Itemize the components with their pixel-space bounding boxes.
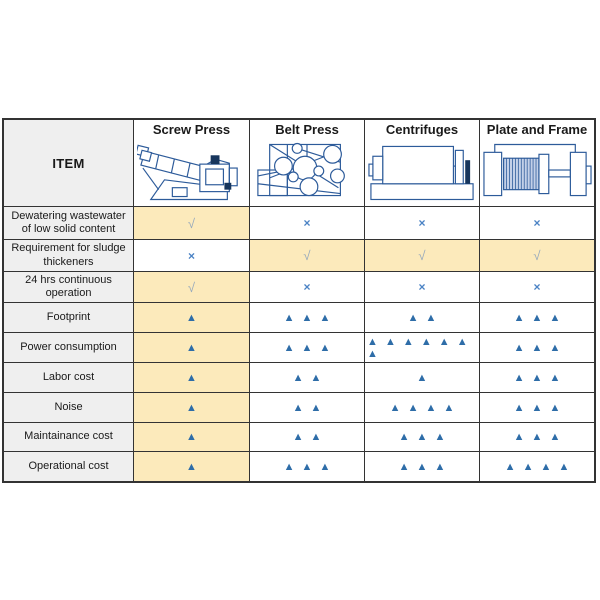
value-cell: ▲ ▲ ▲ [480, 363, 594, 393]
value-cell: ▲ ▲ [250, 393, 365, 423]
value-cell: ▲ ▲ ▲ ▲ [365, 393, 480, 423]
row-label: Labor cost [4, 363, 134, 393]
column-header-belt-press [250, 120, 365, 207]
screw-press-diagram [137, 138, 247, 204]
value-cell: × [134, 240, 250, 272]
row-label: Operational cost [4, 452, 134, 481]
value-cell: √ [134, 207, 250, 240]
row-label: Noise [4, 393, 134, 423]
value-cell: × [250, 272, 365, 303]
value-cell: ▲ [134, 333, 250, 363]
belt-press-diagram [252, 138, 362, 204]
value-cell: ▲ [134, 452, 250, 481]
value-cell: ▲ ▲ ▲ [480, 393, 594, 423]
value-cell: ▲ ▲ ▲ [250, 452, 365, 481]
row-label: Maintainance cost [4, 423, 134, 452]
column-header-plate-and-frame [480, 120, 594, 207]
value-cell: ▲ [134, 303, 250, 333]
column-header-screw-press [134, 120, 250, 207]
value-cell: √ [134, 272, 250, 303]
value-cell: ▲ [134, 423, 250, 452]
comparison-table [2, 118, 596, 483]
value-cell: × [250, 207, 365, 240]
column-header-centrifuges [365, 120, 480, 207]
value-cell: ▲ ▲ [365, 303, 480, 333]
value-cell: × [480, 207, 594, 240]
column-title: Plate and Frame [486, 122, 588, 137]
row-label: Dewatering wastewater of low solid content [4, 207, 134, 240]
value-cell: ▲ ▲ ▲ [480, 333, 594, 363]
item-header-cell: ITEM [4, 120, 134, 207]
row-label: Requirement for sludge thickeners [4, 240, 134, 272]
value-cell: ▲ ▲ ▲ [250, 333, 365, 363]
value-cell: ▲ ▲ [250, 363, 365, 393]
value-cell: √ [480, 240, 594, 272]
value-cell: ▲ ▲ ▲ ▲ [480, 452, 594, 481]
column-title: Screw Press [152, 122, 231, 137]
value-cell: ▲ ▲ [250, 423, 365, 452]
value-cell: √ [365, 240, 480, 272]
column-title: Centrifuges [385, 122, 459, 137]
row-label: Power consumption [4, 333, 134, 363]
column-title: Belt Press [275, 122, 339, 137]
value-cell: ▲ ▲ ▲ [480, 303, 594, 333]
value-cell: ▲ ▲ ▲ ▲ ▲ ▲ ▲ [365, 333, 480, 363]
value-cell: ▲ ▲ ▲ [250, 303, 365, 333]
value-cell: ▲ [365, 363, 480, 393]
row-label: Footprint [4, 303, 134, 333]
centrifuge-diagram [367, 138, 477, 204]
value-cell: ▲ ▲ ▲ [365, 452, 480, 481]
value-cell: ▲ [134, 363, 250, 393]
value-cell: ▲ ▲ ▲ [480, 423, 594, 452]
value-cell: ▲ [134, 393, 250, 423]
row-label: 24 hrs continuous operation [4, 272, 134, 303]
value-cell: √ [250, 240, 365, 272]
value-cell: ▲ ▲ ▲ [365, 423, 480, 452]
value-cell: × [365, 272, 480, 303]
value-cell: × [365, 207, 480, 240]
plate-and-frame-diagram [482, 138, 592, 204]
value-cell: × [480, 272, 594, 303]
